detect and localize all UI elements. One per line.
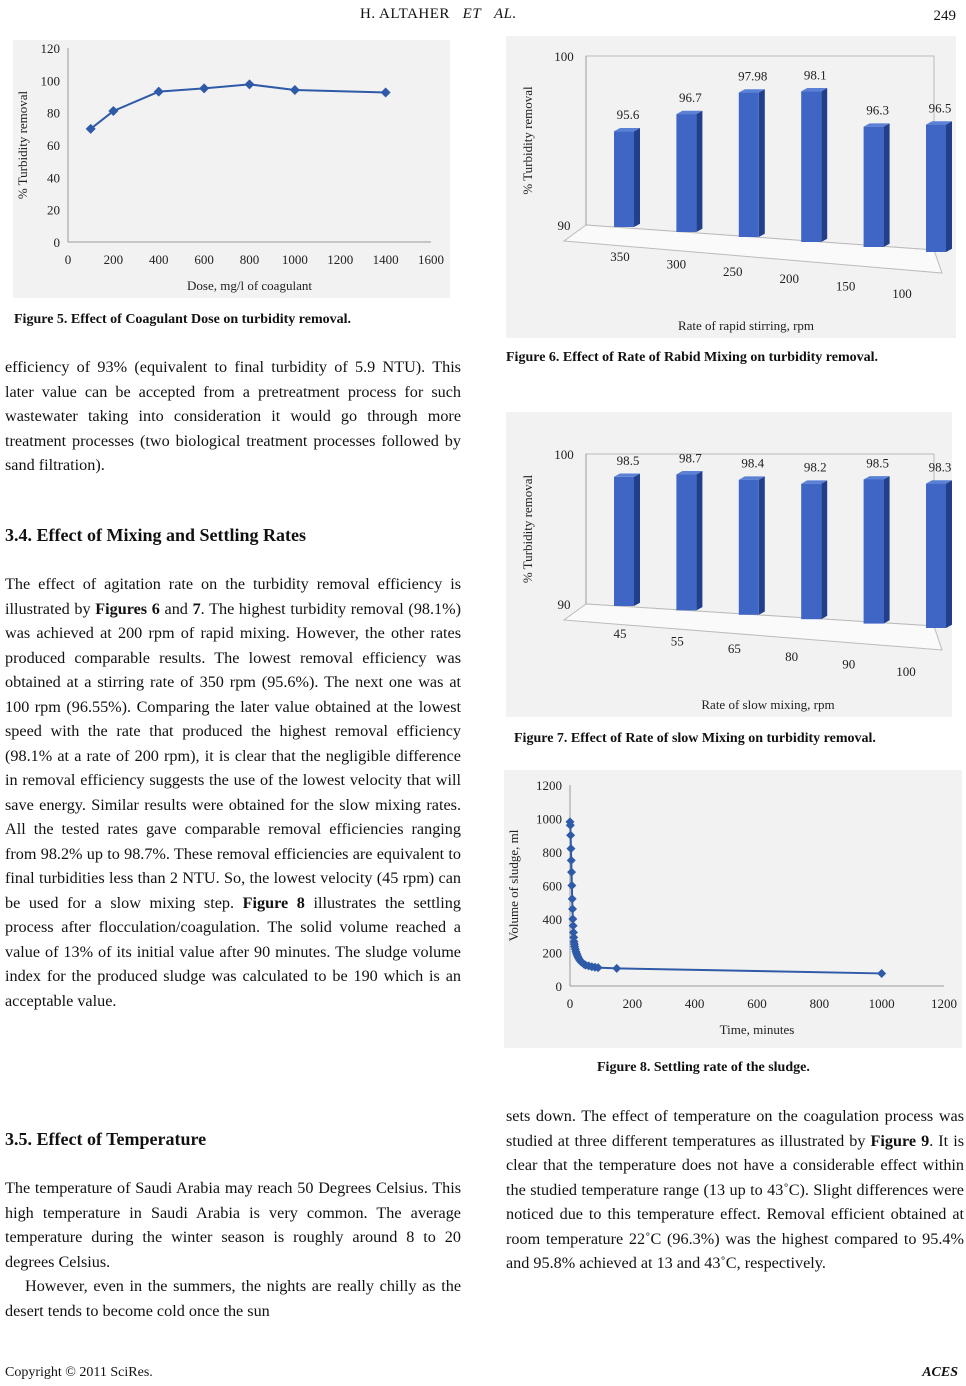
y-tick-label: 1200: [536, 778, 562, 793]
bar: [801, 484, 821, 619]
x-tick-label: 0: [64, 252, 72, 267]
x-axis-label: Rate of slow mixing, rpm: [701, 697, 835, 712]
bar: [801, 91, 821, 242]
y-tick-label: 100: [40, 73, 60, 89]
y-tick-label: 90: [557, 597, 571, 612]
bar-value-label: 98.1: [803, 67, 827, 83]
bar: [864, 127, 884, 247]
bar-value-label: 98.3: [928, 459, 952, 475]
bar-side: [884, 476, 890, 623]
x-tick-label: 250: [723, 263, 743, 279]
y-axis-label: % Turbidity removal: [520, 86, 535, 195]
copyright: Copyright © 2011 SciRes.: [5, 1365, 153, 1380]
y-tick-label: 60: [47, 138, 60, 153]
x-tick-label: 100: [892, 286, 912, 301]
bar-value-label: 98.5: [616, 452, 640, 468]
y-tick-label: 120: [40, 41, 60, 56]
figure-6-ref: Figures 6: [95, 599, 160, 618]
section-3-5-heading: 3.5. Effect of Temperature: [5, 1129, 207, 1149]
bar: [676, 114, 696, 232]
x-tick-label: 200: [779, 271, 799, 287]
bar-side: [759, 476, 765, 614]
bar-side: [821, 480, 827, 619]
y-tick-label: 20: [47, 202, 60, 218]
x-tick-label: 600: [194, 252, 214, 267]
bar-side: [759, 89, 765, 237]
bar: [739, 93, 759, 237]
figure-8-chart: [504, 770, 962, 1048]
y-tick-label: 0: [555, 979, 562, 994]
data-point: [877, 969, 886, 978]
y-tick-label: 1000: [536, 811, 562, 827]
page-header: [0, 6, 966, 26]
x-tick-label: 300: [666, 256, 687, 272]
bar-value-label: 98.4: [741, 455, 765, 471]
y-tick-label: 800: [542, 845, 562, 860]
x-tick-label: 400: [684, 996, 705, 1011]
bar: [926, 125, 946, 252]
figure-8-ref: Figure 8: [242, 893, 305, 912]
data-point: [567, 856, 576, 865]
bar-side: [946, 480, 952, 628]
x-axis-label: Rate of rapid stirring, rpm: [677, 318, 815, 333]
bar: [739, 480, 759, 615]
bar-value-label: 96.7: [679, 90, 702, 106]
series-line: [91, 84, 386, 128]
bar-side: [696, 471, 702, 610]
x-tick-label: 400: [149, 252, 169, 267]
y-axis-label: % Turbidity removal: [15, 90, 30, 200]
x-tick-label: 150: [835, 278, 856, 294]
bar-side: [884, 123, 890, 247]
y-tick-label: 90: [557, 218, 571, 233]
data-point: [566, 831, 575, 840]
x-tick-label: 800: [809, 996, 830, 1011]
data-point: [199, 83, 209, 93]
figure-9-ref: Figure 9: [870, 1131, 930, 1150]
bar-value-label: 97.98: [738, 68, 768, 84]
x-tick-label: 600: [747, 996, 767, 1011]
x-tick-label: 45: [613, 626, 627, 641]
bar: [614, 131, 634, 227]
figure-6-caption: Figure 6. Effect of Rate of Rabid Mixing on turbidity removal.: [506, 350, 879, 365]
bar-value-label: 98.7: [679, 450, 702, 466]
y-tick-label: 400: [542, 912, 562, 927]
figure-5-chart: [13, 40, 450, 298]
data-point: [245, 79, 255, 89]
data-point: [567, 881, 576, 890]
x-tick-label: 200: [622, 996, 643, 1011]
x-tick-label: 0: [566, 996, 574, 1011]
figure-7-caption: Figure 7. Effect of Rate of slow Mixing on turbidity removal.: [514, 731, 876, 746]
series-line: [570, 822, 882, 974]
y-tick-label: 200: [542, 945, 562, 961]
x-tick-label: 1000: [281, 252, 308, 267]
data-point: [566, 844, 575, 853]
left-paragraph-1: efficiency of 93% (equivalent to final turbidity of 5.9 NTU). This later value can be accepted from a pretreatment process for such wastewater taking into consideration it would go through more treatment processes (two biological treatment processes followed by sand filtration).: [5, 358, 461, 474]
y-tick-label: 600: [542, 878, 562, 894]
bar-value-label: 96.3: [866, 102, 889, 118]
x-tick-label: 1200: [327, 252, 354, 267]
x-tick-label: 90: [842, 656, 856, 672]
x-tick-label: 80: [785, 648, 799, 664]
y-axis-label: % Turbidity removal: [520, 474, 535, 584]
figure-7-chart: [506, 412, 952, 717]
y-tick-label: 80: [47, 105, 60, 121]
bar-value-label: 98.5: [866, 455, 889, 471]
x-tick-label: 65: [727, 641, 741, 657]
data-point: [568, 904, 577, 913]
journal-name: ACES: [922, 1365, 958, 1380]
x-tick-label: 200: [103, 252, 124, 267]
figure-7-ref: 7: [192, 599, 201, 618]
data-point: [154, 87, 164, 97]
x-axis-label: Dose, mg/l of coagulant: [187, 278, 312, 293]
page-number: 249: [933, 8, 956, 24]
x-tick-label: 800: [239, 252, 260, 267]
header-al: AL.: [493, 6, 517, 22]
bar: [614, 477, 634, 606]
bar-side: [946, 121, 952, 252]
bar-side: [634, 474, 640, 607]
left-paragraph-3: The temperature of Saudi Arabia may reach 50 Degrees Celsius. This high temperature in Saudi Arabia is very common. The average temperature during the winter season is roughly around 8 to 20 degrees Celsius.: [5, 1179, 461, 1271]
bar-value-label: 96.5: [928, 100, 952, 116]
header-et: ET: [462, 6, 482, 22]
section-3-4-heading: 3.4. Effect of Mixing and Settling Rates: [5, 525, 306, 545]
data-point: [612, 964, 621, 973]
y-tick-label: 100: [554, 447, 574, 462]
bar: [926, 484, 946, 628]
y-tick-label: 0: [53, 235, 60, 250]
x-tick-label: 1600: [418, 252, 444, 267]
x-tick-label: 100: [896, 664, 916, 679]
bar-side: [634, 128, 640, 227]
bar: [864, 479, 884, 623]
figure-6-chart: [506, 36, 956, 338]
bar: [676, 474, 696, 610]
bar-value-label: 98.2: [803, 459, 827, 475]
bar-side: [696, 111, 702, 232]
data-point: [381, 87, 391, 97]
right-paragraph-1: sets down. The effect of temperature on the coagulation process was studied at three different temperatures as illustrated by Figure 9. It is clear that the temperature does not have a considerable effect within the studied temperature range (13 up to 43˚C). Slight differences were noticed due to this temperature effect. Removal efficient obtained at room temperature 22˚C (96.3%) was the highest compared to 95.4% and 95.8% achieved at 13 and 43˚C, respectively.: [506, 1107, 964, 1272]
x-tick-label: 1000: [868, 996, 895, 1011]
x-axis-label: Time, minutes: [719, 1022, 795, 1037]
y-axis-label: Volume of sludge, ml: [506, 829, 521, 942]
x-tick-label: 1200: [931, 996, 957, 1011]
x-tick-label: 350: [610, 249, 630, 264]
data-point: [567, 868, 576, 877]
bar-value-label: 95.6: [616, 107, 640, 123]
x-tick-label: 55: [670, 633, 684, 649]
figure-8-caption: Figure 8. Settling rate of the sludge.: [597, 1060, 810, 1075]
left-paragraph-4: However, even in the summers, the nights are really chilly as the desert tends to become cold once the sun: [5, 1277, 461, 1320]
left-paragraph-2: The effect of agitation rate on the turbidity removal efficiency is illustrated by Figures 6 and 7. The highest turbidity removal (98.1%) was achieved at 200 rpm of rapid mixing. However, the other rates produced comparable results. The lowest removal efficiency was obtained at a stirring rate of 350 rpm (95.6%). The next one was at 100 rpm (96.55%). Comparing the later value obtained at the lowest speed with the rate that produced the highest removal efficiency (98.1% at a rate of 200 rpm), it is clear that the negligible difference in removal efficiency suggests the use of the lowest velocity that will save energy. Similar results were obtained for the slow mixing rates. All the tested rates gave comparable removal efficiencies ranging from 98.2% up to 98.7%. These removal efficiencies are equivalent to final turbidities less than 2 NTU. So, the lowest velocity (45 rpm) can be used for a slow mixing step. Figure 8 illustrates the settling process after flocculation/coagulation. The solid volume reached a value of 13% of its initial value after 90 minutes. The sludge volume index for the produced sludge was calculated to be 190 which is an acceptable value.: [5, 575, 462, 1010]
y-tick-label: 40: [47, 170, 60, 186]
y-tick-label: 100: [554, 49, 574, 64]
figure-5-caption: Figure 5. Effect of Coagulant Dose on turbidity removal.: [14, 312, 352, 327]
bar-side: [821, 88, 827, 242]
x-tick-label: 1400: [372, 252, 399, 267]
data-point: [290, 85, 300, 95]
header-authors: H. ALTAHER: [360, 6, 450, 22]
data-point: [568, 894, 577, 903]
